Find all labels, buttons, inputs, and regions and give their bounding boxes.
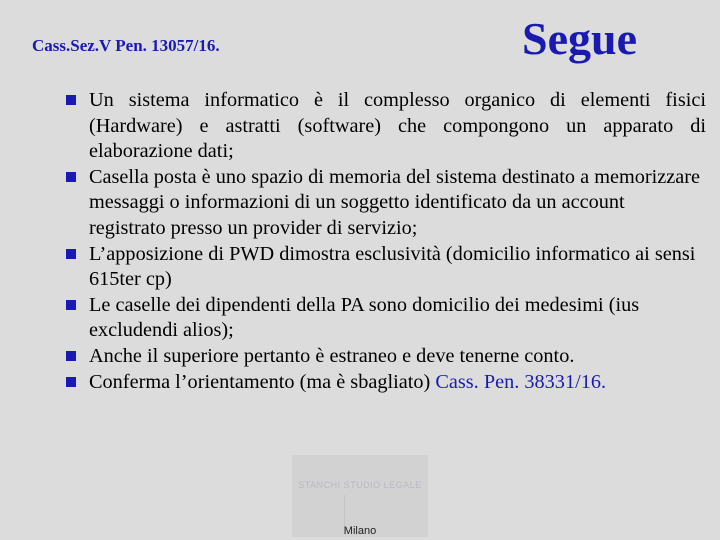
logo-text: STANCHI STUDIO LEGALE [298,480,422,490]
bullet-text: Conferma l’orientamento (ma è sbagliato) [89,370,436,393]
bullet-list [66,88,706,395]
list-item [66,344,706,370]
case-reference: Cass.Sez.V Pen. 13057/16. [32,36,220,55]
case-citation: Cass. Pen. 38331/16. [435,370,607,393]
square-bullet-icon [66,351,76,361]
list-item [66,165,706,242]
square-bullet-icon [66,172,76,182]
bullet-text: Le caselle dei dipendenti della PA sono domicilio dei medesimi (ius excludendi alios); [89,293,640,342]
square-bullet-icon [66,95,76,105]
slide-title: Segue [522,13,637,64]
list-item [66,88,706,165]
square-bullet-icon [66,377,76,387]
bullet-text: L’apposizione di PWD dimostra esclusività (domicilio informatico ai sensi 615ter cp) [89,242,696,291]
bullet-text: Un sistema informatico è il complesso organico di elementi fisici (Hardware) e astratti (software) che compongono un apparato di elaborazione dati; [89,89,706,163]
list-item [66,242,706,293]
square-bullet-icon [66,300,76,310]
bullet-text: Anche il superiore pertanto è estraneo e deve tenerne conto. [89,344,575,367]
square-bullet-icon [66,249,76,259]
bullet-text: Casella posta è uno spazio di memoria del sistema destinato a memorizzare messaggi o informazioni di un soggetto identificato da un account registrato presso un provider di servizio; [89,165,701,239]
footer-city: Milano [343,525,377,537]
list-item [66,293,706,344]
list-item [66,370,706,396]
